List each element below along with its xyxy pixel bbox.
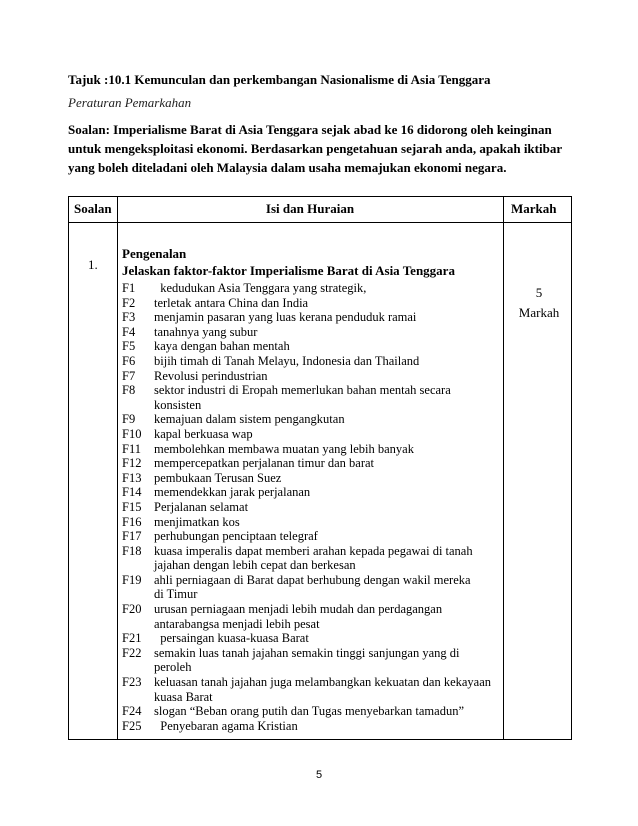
point-row (122, 544, 502, 559)
column-divider (503, 197, 504, 739)
point-code: F15 (122, 499, 142, 514)
point-code (122, 587, 154, 602)
point-text: ahli perniagaan di Barat dapat berhubung dengan wakil mereka (154, 572, 471, 587)
point-text: urusan perniagaan menjadi lebih mudah dan perdagangan (154, 602, 443, 617)
point-code: F1 (122, 281, 136, 295)
question-line: yang boleh diteladani oleh Malaysia dalam usaha memajukan ekonomi negara. (68, 160, 507, 175)
header-isi: Isi dan Huraian (265, 201, 355, 216)
question-line: Soalan: Imperialisme Barat di Asia Tenggara sejak abad ke 16 didorong oleh keinginan (68, 122, 552, 137)
point-text: antarabangsa menjadi lebih pesat (154, 616, 320, 631)
point-row (122, 602, 502, 617)
intro-block (122, 245, 455, 279)
point-text: peroleh (154, 660, 192, 675)
point-text: Perjalanan selamat (154, 499, 249, 514)
point-text: Penyebaran agama Kristian (154, 718, 298, 733)
marks-cell (510, 283, 568, 323)
point-code: F4 (122, 324, 136, 339)
point-text: keluasan tanah jajahan juga melambangkan kekuatan dan kekayaan (154, 675, 492, 690)
point-code: F12 (122, 456, 142, 471)
point-row (122, 515, 502, 530)
point-code: F22 (122, 645, 142, 660)
point-code (122, 690, 154, 705)
point-text: persaingan kuasa-kuasa Barat (154, 631, 309, 646)
point-code: F8 (122, 383, 136, 398)
point-row (122, 281, 502, 296)
point-text: di Timur (154, 587, 198, 602)
point-text: kuasa imperalis dapat memberi arahan kepada pegawai di tanah (154, 543, 473, 558)
document-title: Tajuk :10.1 Kemunculan dan perkembangan Nasionalisme di Asia Tenggara (68, 72, 491, 87)
point-row (122, 719, 502, 734)
point-row (122, 354, 502, 369)
point-row (122, 631, 502, 646)
point-text: membolehkan membawa muatan yang lebih banyak (154, 441, 414, 456)
point-row (122, 646, 502, 661)
point-row (122, 456, 502, 471)
point-continuation-row (122, 587, 502, 602)
intro-heading: Pengenalan (122, 246, 187, 261)
point-row (122, 383, 502, 398)
header-markah: Markah (511, 201, 557, 216)
point-code (122, 617, 154, 632)
point-text: perhubungan penciptaan telegraf (154, 529, 318, 544)
point-text: kaya dengan bahan mentah (154, 339, 290, 354)
point-continuation-row (122, 660, 502, 675)
point-row (122, 310, 502, 325)
point-text: tanahnya yang subur (154, 324, 258, 339)
point-row (122, 675, 502, 690)
point-row (122, 485, 502, 500)
point-text: mempercepatkan perjalanan timur dan barat (154, 456, 375, 471)
point-code: F5 (122, 339, 136, 354)
point-text: slogan “Beban orang putih dan Tugas menyebarkan tamadun” (154, 704, 464, 719)
point-code: F2 (122, 295, 136, 310)
point-row (122, 500, 502, 515)
point-code: F21 (122, 631, 142, 646)
point-code: F3 (122, 310, 136, 325)
marks-value: 5 (535, 285, 543, 300)
point-text: terletak antara China dan India (154, 295, 309, 310)
point-code: F16 (122, 514, 142, 529)
point-text: bijih timah di Tanah Melayu, Indonesia dan Thailand (154, 353, 420, 368)
point-code: F13 (122, 470, 142, 485)
point-text: kemajuan dalam sistem pengangkutan (154, 412, 345, 427)
header-soalan: Soalan (74, 201, 112, 216)
points-list (122, 281, 502, 733)
question-number: 1. (88, 257, 98, 272)
point-text: semakin luas tanah jajahan semakin tinggi sanjungan yang di (154, 645, 460, 660)
marking-table (68, 196, 572, 740)
point-text: kapal berkuasa wap (154, 426, 253, 441)
point-row (122, 412, 502, 427)
point-row (122, 296, 502, 311)
point-code: F19 (122, 572, 142, 587)
point-continuation-row (122, 690, 502, 705)
point-text: memendekkan jarak perjalanan (154, 485, 311, 500)
point-row (122, 471, 502, 486)
point-text: menjamin pasaran yang luas kerana penduduk ramai (154, 310, 417, 325)
point-row (122, 427, 502, 442)
point-code: F14 (122, 485, 142, 500)
point-continuation-row (122, 617, 502, 632)
point-row (122, 704, 502, 719)
point-row (122, 339, 502, 354)
point-code: F25 (122, 718, 142, 733)
point-code (122, 558, 154, 573)
page-number: 5 (315, 769, 323, 781)
point-row (122, 442, 502, 457)
point-code: F11 (122, 441, 141, 456)
point-text: pembukaan Terusan Suez (154, 470, 282, 485)
question-text (68, 120, 578, 177)
marks-label: Markah (518, 305, 560, 320)
point-text: Revolusi perindustrian (154, 368, 268, 383)
point-row (122, 573, 502, 588)
point-code (122, 398, 154, 413)
point-text: kuasa Barat (154, 689, 213, 704)
point-code: F20 (122, 602, 142, 617)
point-code: F9 (122, 412, 136, 427)
intro-subheading: Jelaskan faktor-faktor Imperialisme Barat di Asia Tenggara (122, 263, 455, 278)
point-row (122, 325, 502, 340)
point-text: sektor industri di Eropah memerlukan bahan mentah secara (154, 383, 451, 398)
header-divider (69, 222, 571, 223)
question-line: untuk mengeksploitasi ekonomi. Berdasarkan pengetahuan sejarah anda, apakah iktibar (68, 141, 563, 156)
point-text: kedudukan Asia Tenggara yang strategik, (154, 281, 367, 295)
point-code: F18 (122, 543, 142, 558)
point-code: F23 (122, 675, 142, 690)
point-code (122, 660, 154, 675)
point-code: F6 (122, 353, 136, 368)
document-subtitle: Peraturan Pemarkahan (68, 95, 192, 110)
point-code: F17 (122, 529, 142, 544)
point-row (122, 529, 502, 544)
point-code: F10 (122, 426, 142, 441)
point-row (122, 369, 502, 384)
point-continuation-row (122, 398, 502, 413)
point-text: jajahan dengan lebih cepat dan berkesan (154, 558, 356, 573)
point-continuation-row (122, 558, 502, 573)
point-text: konsisten (154, 397, 202, 412)
point-code: F7 (122, 368, 136, 383)
point-code: F24 (122, 704, 142, 719)
column-divider (117, 197, 118, 739)
point-text: menjimatkan kos (154, 514, 240, 529)
